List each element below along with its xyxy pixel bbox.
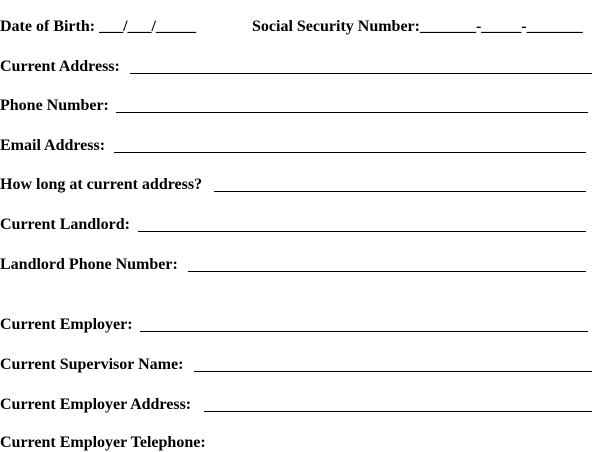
current-landlord-blank[interactable] [138,231,586,232]
form-field-email-address [0,137,596,155]
field-label: Current Employer: [0,316,133,333]
phone-number-blank[interactable] [116,112,588,113]
form-field-supervisor-name [0,356,596,374]
form-field-employer-address [0,396,596,414]
social-security-number-field[interactable]: Social Security Number:_______-_____-_______ [252,18,583,35]
form-field-landlord-phone [0,256,596,274]
how-long-at-address-blank[interactable] [214,191,586,192]
field-label: Current Supervisor Name: [0,356,184,373]
field-label: Email Address: [0,137,106,154]
form-field-employer-telephone [0,434,596,452]
employer-address-blank[interactable] [204,411,592,412]
landlord-phone-blank[interactable] [188,271,586,272]
field-label: Current Employer Telephone: [0,434,206,451]
dob-ssn-row [0,18,596,36]
supervisor-name-blank[interactable] [194,371,592,372]
field-label: Phone Number: [0,97,109,114]
field-label: Current Landlord: [0,216,130,233]
field-label: Current Address: [0,58,120,75]
email-address-blank[interactable] [114,152,586,153]
form-field-current-address [0,58,596,76]
current-address-blank[interactable] [130,73,592,74]
field-label: How long at current address? [0,176,203,193]
field-label: Landlord Phone Number: [0,256,178,273]
form-field-phone-number [0,97,596,115]
form-field-current-employer [0,316,596,334]
current-employer-blank[interactable] [140,331,588,332]
form-field-current-landlord [0,216,596,234]
date-of-birth-field[interactable]: Date of Birth: ___/___/_____ [0,18,196,35]
form-field-how-long-at-address [0,176,596,194]
field-label: Current Employer Address: [0,396,192,413]
